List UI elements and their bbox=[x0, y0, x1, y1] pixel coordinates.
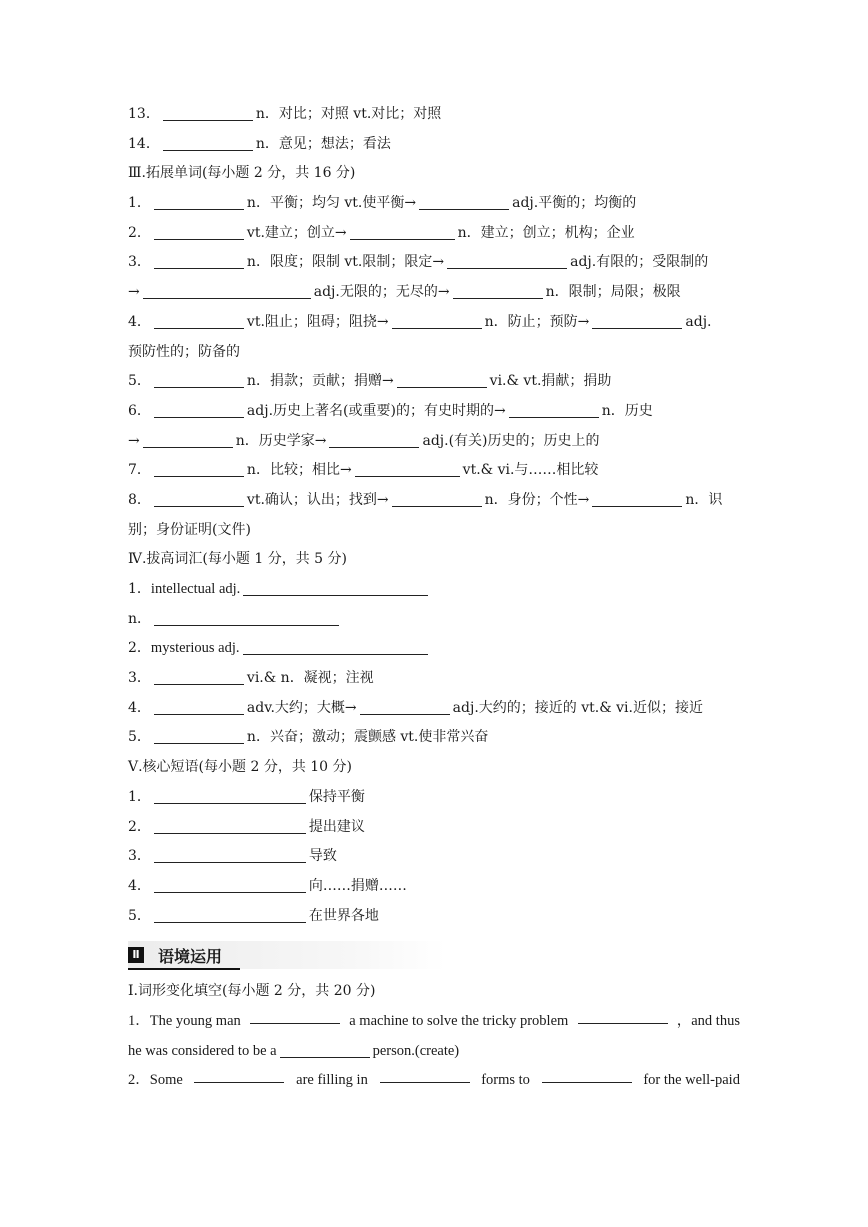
item-text: adj.有限的；受限制的 bbox=[570, 254, 709, 271]
sentence-text: person.(create) bbox=[372, 1042, 460, 1059]
answer-blank[interactable] bbox=[143, 431, 233, 448]
sentence-text: he was considered to be a bbox=[128, 1042, 277, 1059]
item-number: 2． bbox=[128, 1072, 150, 1089]
item-text: adv.大约；大概→ bbox=[246, 699, 357, 716]
section-header-usage bbox=[128, 941, 446, 969]
vocab-item-14 bbox=[128, 130, 740, 160]
section-header-underline bbox=[128, 968, 240, 970]
section-header-title: 语境运用 bbox=[158, 947, 223, 967]
item-text: adj.大约的；接近的 vt.& vi.近似；接近 bbox=[452, 699, 703, 716]
section-badge-icon: Ⅱ bbox=[128, 947, 144, 963]
s5-item-2 bbox=[128, 813, 740, 843]
answer-blank[interactable] bbox=[154, 846, 306, 863]
s3-item-1 bbox=[128, 189, 740, 219]
usage-q2 bbox=[128, 1066, 740, 1096]
item-text: vt.& vi.与……相比较 bbox=[462, 462, 599, 479]
usage-q1 bbox=[128, 1007, 740, 1037]
s3-item-2 bbox=[128, 219, 740, 249]
answer-blank[interactable] bbox=[154, 252, 244, 269]
answer-blank[interactable] bbox=[243, 638, 428, 655]
answer-blank[interactable] bbox=[453, 282, 543, 299]
item-word: intellectual adj. bbox=[150, 581, 241, 597]
worksheet-page bbox=[128, 100, 740, 1096]
s4-item-2 bbox=[128, 634, 740, 664]
item-number: 7． bbox=[128, 462, 151, 479]
answer-blank[interactable] bbox=[329, 431, 419, 448]
item-text: n．兴奋；激动；震颤感 vt.使非常兴奋 bbox=[246, 729, 489, 746]
item-number: 4． bbox=[128, 699, 151, 716]
item-text: n．身份；个性→ bbox=[484, 491, 590, 508]
item-number: 6． bbox=[128, 402, 151, 419]
item-text: adj.(有关)历史的；历史上的 bbox=[422, 432, 600, 449]
answer-blank[interactable] bbox=[163, 104, 253, 121]
s3-item-3-cont bbox=[128, 278, 740, 308]
sentence-text: for the well-paid bbox=[643, 1072, 740, 1089]
item-text: 向……捐赠…… bbox=[308, 877, 407, 894]
s3-item-7 bbox=[128, 456, 740, 486]
item-text: n．建立；创立；机构；企业 bbox=[457, 224, 635, 241]
s3-item-4-cont: 预防性的；防备的 bbox=[128, 343, 240, 360]
s4-item-5 bbox=[128, 723, 740, 753]
s5-item-3 bbox=[128, 842, 740, 872]
answer-blank[interactable] bbox=[355, 460, 460, 477]
s3-item-6 bbox=[128, 397, 740, 427]
answer-blank[interactable] bbox=[154, 698, 244, 715]
answer-blank[interactable] bbox=[419, 193, 509, 210]
item-number: 13． bbox=[128, 106, 160, 122]
answer-blank[interactable] bbox=[542, 1066, 632, 1083]
item-number: 5． bbox=[128, 729, 151, 746]
answer-blank[interactable] bbox=[592, 490, 682, 507]
answer-blank[interactable] bbox=[380, 1066, 470, 1083]
item-text: vt.阻止；阻碍；阻挠→ bbox=[246, 313, 389, 330]
item-text: n．限制；局限；极限 bbox=[545, 284, 681, 301]
answer-blank[interactable] bbox=[280, 1041, 370, 1058]
item-number: 2． bbox=[128, 818, 151, 835]
item-text: 保持平衡 bbox=[308, 788, 365, 805]
sentence-text: The young man bbox=[149, 1012, 241, 1029]
answer-blank[interactable] bbox=[154, 876, 306, 893]
answer-blank[interactable] bbox=[592, 312, 682, 329]
item-text: 导致 bbox=[308, 848, 337, 865]
section-5-title: Ⅴ.核心短语(每小题 2 分，共 10 分) bbox=[128, 759, 353, 776]
item-text: n．限度；限制 vt.限制；限定→ bbox=[246, 254, 445, 271]
item-pos: n． bbox=[128, 610, 152, 627]
answer-blank[interactable] bbox=[360, 698, 450, 715]
answer-blank[interactable] bbox=[250, 1007, 340, 1024]
answer-blank[interactable] bbox=[143, 282, 311, 299]
item-number: 14． bbox=[128, 135, 160, 152]
item-text: n．历史学家→ bbox=[235, 432, 327, 449]
section-4-title: Ⅳ.拔高词汇(每小题 1 分，共 5 分) bbox=[128, 551, 347, 568]
item-number: 3． bbox=[128, 254, 151, 271]
vocab-item-13 bbox=[128, 100, 740, 130]
answer-blank[interactable] bbox=[154, 223, 244, 240]
s5-item-5 bbox=[128, 902, 740, 932]
item-number: 4． bbox=[128, 313, 151, 330]
answer-blank[interactable] bbox=[447, 252, 567, 269]
item-definition: n．对比；对照 vt.对比；对照 bbox=[255, 106, 442, 122]
s3-item-8 bbox=[128, 486, 740, 516]
answer-blank[interactable] bbox=[243, 579, 428, 596]
s3-item-5 bbox=[128, 367, 740, 397]
sentence-text: ，and thus bbox=[676, 1012, 740, 1029]
item-text: 在世界各地 bbox=[308, 907, 379, 924]
answer-blank[interactable] bbox=[154, 401, 244, 418]
answer-blank[interactable] bbox=[163, 134, 253, 151]
item-word: mysterious adj. bbox=[150, 640, 240, 657]
s4-item-3 bbox=[128, 664, 740, 694]
item-text: vi.& n．凝视；注视 bbox=[246, 670, 374, 687]
item-number: 2． bbox=[128, 640, 151, 657]
answer-blank[interactable] bbox=[154, 817, 306, 834]
usage-q1-cont bbox=[128, 1037, 740, 1067]
sentence-text: forms to bbox=[481, 1072, 530, 1089]
s5-item-1 bbox=[128, 783, 740, 813]
answer-blank[interactable] bbox=[154, 460, 244, 477]
s3-item-6-cont bbox=[128, 427, 740, 457]
arrow: → bbox=[128, 284, 140, 301]
item-definition: n．意见；想法；看法 bbox=[255, 135, 391, 152]
item-number: 1． bbox=[128, 195, 151, 212]
item-text: adj. bbox=[685, 313, 712, 330]
item-text: n．防止；预防→ bbox=[484, 313, 590, 330]
item-text: 提出建议 bbox=[308, 818, 365, 835]
item-number: 5． bbox=[128, 373, 151, 390]
item-text: adj.无限的；无尽的→ bbox=[313, 284, 450, 301]
item-text: vt.确认；认出；找到→ bbox=[246, 491, 389, 508]
s5-item-4 bbox=[128, 872, 740, 902]
s4-item-4 bbox=[128, 694, 740, 724]
item-number: 2． bbox=[128, 224, 151, 241]
item-number: 4． bbox=[128, 877, 151, 894]
answer-blank[interactable] bbox=[154, 609, 339, 626]
item-text: vt.建立；创立→ bbox=[246, 224, 347, 241]
s4-item-1-noun bbox=[128, 605, 740, 635]
s4-item-1 bbox=[128, 575, 740, 605]
item-number: 3． bbox=[128, 670, 151, 687]
answer-blank[interactable] bbox=[154, 312, 244, 329]
item-number: 3． bbox=[128, 848, 151, 865]
answer-blank[interactable] bbox=[392, 312, 482, 329]
item-number: 1． bbox=[128, 1012, 150, 1029]
item-text: n．比较；相比→ bbox=[246, 462, 352, 479]
answer-blank[interactable] bbox=[578, 1007, 668, 1024]
answer-blank[interactable] bbox=[397, 371, 487, 388]
sentence-text: Some bbox=[149, 1072, 183, 1089]
item-text: vi.& vt.捐献；捐助 bbox=[489, 373, 612, 390]
usage-section-1-title: Ⅰ.词形变化填空(每小题 2 分，共 20 分) bbox=[128, 983, 376, 1000]
sentence-text: a machine to solve the tricky problem bbox=[349, 1012, 569, 1029]
answer-blank[interactable] bbox=[154, 906, 306, 923]
answer-blank[interactable] bbox=[392, 490, 482, 507]
s3-item-3 bbox=[128, 248, 740, 278]
item-text: n．识 bbox=[685, 491, 723, 508]
item-text: adj.历史上著名(或重要)的；有史时期的→ bbox=[246, 402, 506, 419]
answer-blank[interactable] bbox=[509, 401, 599, 418]
answer-blank[interactable] bbox=[154, 193, 244, 210]
item-number: 1． bbox=[128, 788, 151, 805]
s3-item-4 bbox=[128, 308, 740, 338]
sentence-text: are filling in bbox=[296, 1072, 368, 1089]
item-number: 5． bbox=[128, 907, 151, 924]
section-3-title: Ⅲ.拓展单词(每小题 2 分，共 16 分) bbox=[128, 165, 356, 182]
answer-blank[interactable] bbox=[154, 668, 244, 685]
item-number: 1． bbox=[128, 581, 151, 597]
item-text: adj.平衡的；均衡的 bbox=[512, 195, 637, 212]
answer-blank[interactable] bbox=[154, 787, 306, 804]
item-number: 8． bbox=[128, 491, 151, 508]
answer-blank[interactable] bbox=[154, 727, 244, 744]
answer-blank[interactable] bbox=[154, 490, 244, 507]
answer-blank[interactable] bbox=[194, 1066, 284, 1083]
answer-blank[interactable] bbox=[154, 371, 244, 388]
arrow: → bbox=[128, 432, 140, 449]
item-text: n．历史 bbox=[601, 402, 653, 419]
item-text: n．捐款；贡献；捐赠→ bbox=[246, 373, 394, 390]
s3-item-8-cont: 别；身份证明(文件) bbox=[128, 521, 251, 538]
item-text: n．平衡；均匀 vt.使平衡→ bbox=[246, 195, 417, 212]
answer-blank[interactable] bbox=[350, 223, 455, 240]
